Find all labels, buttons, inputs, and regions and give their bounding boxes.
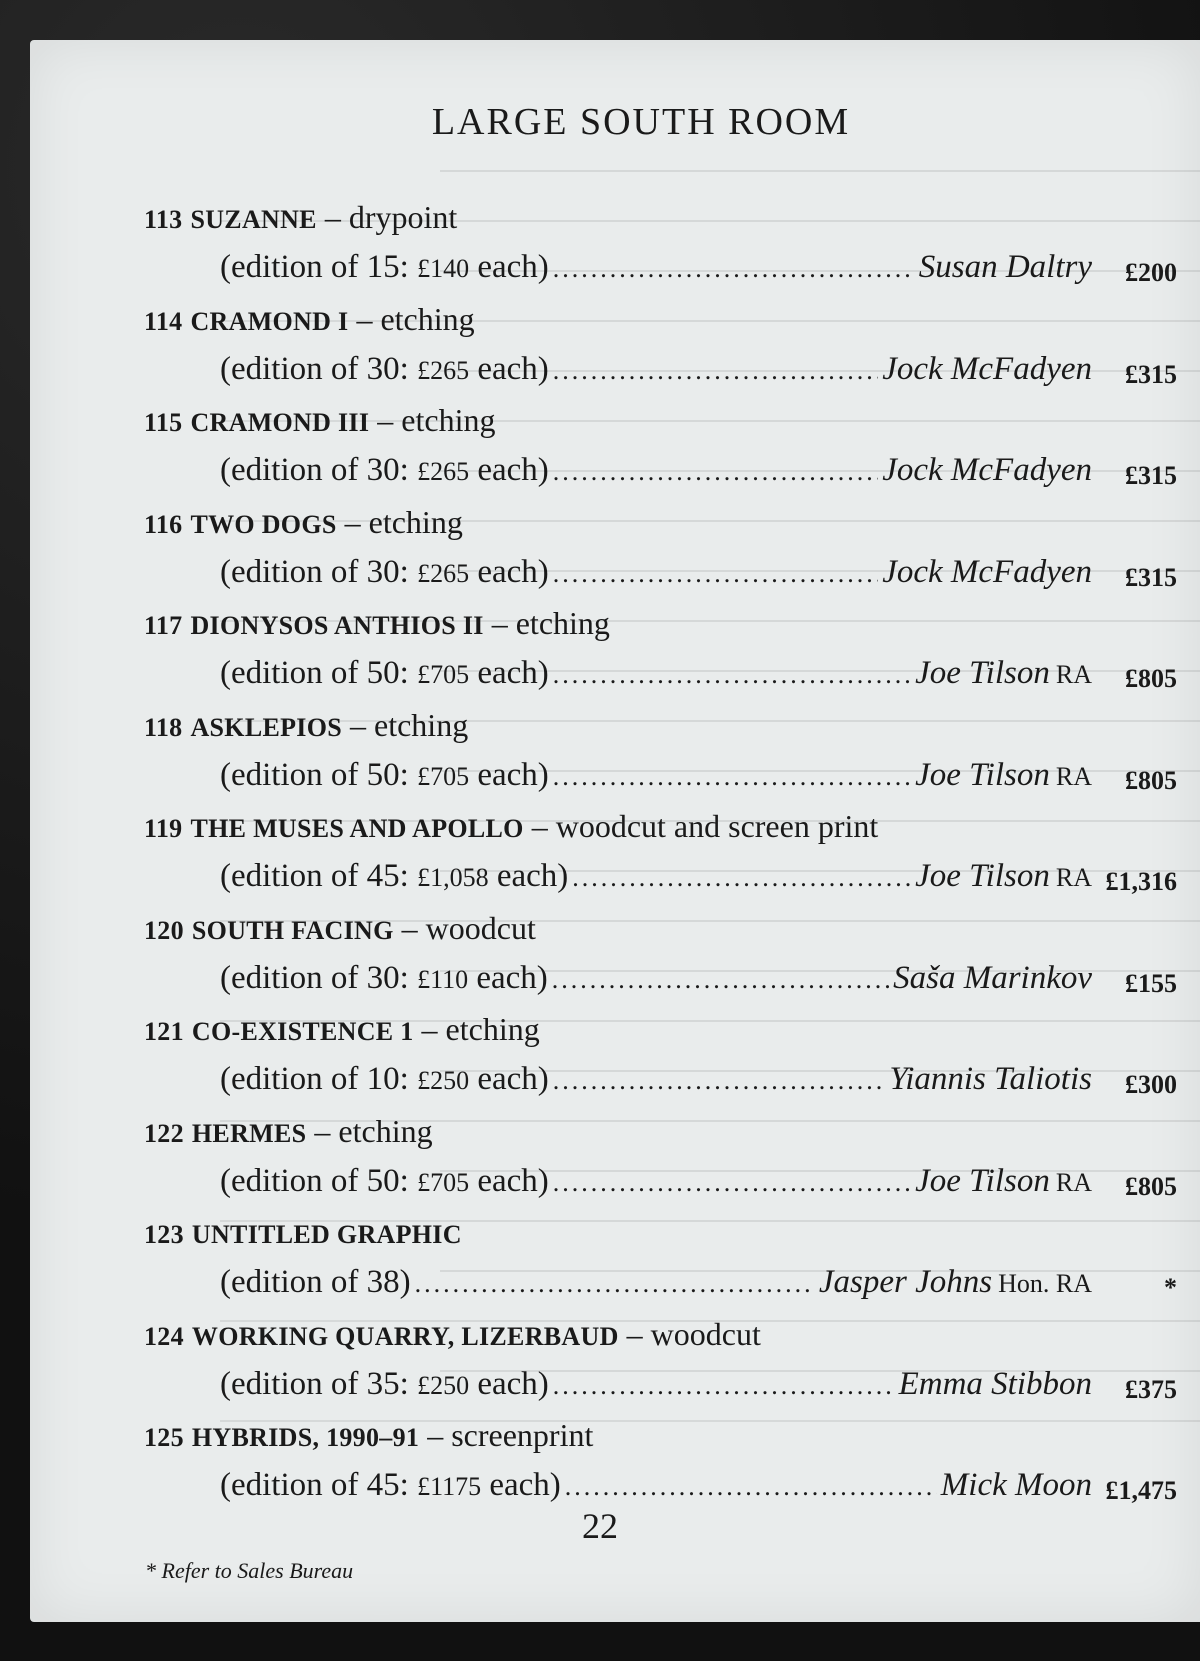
edition-label: (edition of 30: — [220, 959, 409, 996]
entry-price: £315 — [1125, 359, 1177, 389]
edition-suffix: each) — [477, 553, 549, 590]
catalogue-entry — [30, 600, 1200, 702]
entry-title: TWO DOGS — [190, 509, 337, 539]
edition-info — [220, 853, 568, 901]
edition-label: (edition of 10: — [220, 1061, 409, 1097]
entry-title: CRAMOND I — [190, 306, 349, 336]
edition-price: £250 — [417, 1066, 470, 1095]
entry-heading — [144, 803, 878, 852]
edition-suffix: each) — [476, 959, 548, 996]
artist-name: Emma Stibbon — [898, 1365, 1092, 1402]
entry-medium: etching — [380, 300, 475, 337]
entry-dash: – — [419, 1417, 452, 1453]
entry-medium: woodcut — [650, 1315, 761, 1352]
entry-title: ASKLEPIOS — [190, 712, 342, 742]
dot-leader — [572, 855, 911, 901]
entry-title: CO-EXISTENCE 1 — [191, 1017, 414, 1046]
dot-leader — [552, 957, 889, 1003]
edition-price: £1,058 — [417, 863, 489, 892]
edition-price: £110 — [417, 964, 469, 994]
entry-price: £300 — [1125, 1070, 1177, 1099]
artist-name: Joe Tilson — [915, 1162, 1050, 1199]
edition-price: £705 — [417, 1167, 470, 1197]
edition-price: £705 — [417, 761, 470, 791]
entry-medium: etching — [515, 605, 610, 641]
dot-leader — [415, 1261, 815, 1307]
dot-leader — [553, 449, 878, 495]
entry-dash: – — [306, 1112, 339, 1149]
edition-suffix: each) — [477, 1061, 549, 1097]
entry-details — [220, 1158, 1092, 1206]
entry-number: 123 — [144, 1220, 184, 1249]
edition-suffix: each) — [477, 350, 549, 387]
entry-title: HERMES — [191, 1118, 307, 1148]
entry-price: £315 — [1125, 461, 1177, 490]
artist-honour: RA — [1055, 761, 1092, 791]
entry-price: £375 — [1125, 1374, 1177, 1404]
edition-label: (edition of 45: — [220, 858, 409, 894]
entry-medium: etching — [445, 1011, 540, 1047]
entry-details — [220, 346, 1092, 394]
edition-info — [220, 650, 549, 698]
entry-heading — [144, 397, 495, 446]
artist-honour: RA — [1055, 1167, 1092, 1197]
edition-label: (edition of 50: — [220, 756, 409, 793]
entry-heading — [144, 499, 463, 548]
entry-price: £1,316 — [1105, 867, 1177, 896]
entry-title: HYBRIDS, 1990–91 — [191, 1423, 420, 1452]
edition-price: £250 — [417, 1370, 470, 1400]
entry-number: 124 — [144, 1321, 184, 1351]
dot-leader — [553, 652, 911, 698]
edition-price: £140 — [417, 254, 470, 283]
edition-price: £265 — [417, 558, 470, 588]
entry-number: 114 — [144, 306, 183, 336]
edition-suffix: each) — [477, 1365, 549, 1402]
artist-name: Mick Moon — [940, 1467, 1092, 1503]
entry-number: 121 — [144, 1017, 184, 1046]
entry-price: £200 — [1125, 258, 1177, 287]
catalogue-entry — [30, 1311, 1200, 1413]
edition-label: (edition of 38) — [220, 1264, 411, 1300]
artist-name: Joe Tilson — [915, 655, 1050, 691]
entry-title: DIONYSOS ANTHIOS II — [190, 611, 484, 640]
entry-dash: – — [316, 199, 349, 235]
entry-medium: woodcut and screen print — [555, 808, 879, 844]
entry-details — [220, 1361, 1092, 1409]
dot-leader — [553, 754, 911, 800]
edition-label: (edition of 30: — [220, 452, 409, 488]
dot-leader — [553, 1058, 886, 1104]
entry-details — [220, 244, 1092, 292]
entry-details — [220, 853, 1092, 901]
entry-dash: – — [336, 503, 369, 540]
entry-medium: etching — [338, 1112, 433, 1149]
show-through-line — [440, 170, 1200, 172]
entry-heading — [144, 600, 610, 649]
edition-info — [220, 244, 549, 292]
edition-info — [220, 1158, 549, 1206]
entry-price: £1,475 — [1105, 1476, 1177, 1505]
page-number: 22 — [582, 1506, 618, 1546]
entry-title: SOUTH FACING — [191, 915, 394, 945]
edition-label: (edition of 50: — [220, 1162, 409, 1199]
entry-medium: etching — [368, 503, 463, 540]
artist-name: Yiannis Taliotis — [889, 1061, 1092, 1097]
entry-number: 125 — [144, 1423, 184, 1452]
entry-heading — [144, 296, 475, 345]
dot-leader — [565, 1464, 937, 1510]
entry-dash: – — [523, 808, 556, 844]
edition-suffix: each) — [489, 1467, 561, 1503]
entry-details — [220, 1462, 1092, 1510]
entry-details — [220, 752, 1092, 800]
entry-title: UNTITLED GRAPHIC — [191, 1220, 462, 1249]
edition-price: £265 — [417, 355, 470, 385]
entry-title: WORKING QUARRY, LIZERBAUD — [191, 1321, 619, 1351]
edition-info — [220, 346, 549, 394]
edition-label: (edition of 15: — [220, 249, 409, 285]
artist-honour: RA — [1055, 863, 1092, 892]
entry-details — [220, 650, 1092, 698]
edition-price: £705 — [417, 660, 470, 689]
edition-info — [220, 955, 548, 1003]
entry-dash: – — [413, 1011, 446, 1047]
catalogue-entry — [30, 397, 1200, 499]
entry-medium: drypoint — [348, 199, 458, 235]
catalogue-entry — [30, 702, 1200, 804]
dot-leader — [553, 1363, 895, 1409]
entry-dash: – — [369, 402, 402, 438]
artist-name: Saša Marinkov — [893, 959, 1092, 996]
catalogue-entry — [30, 803, 1200, 905]
entry-number: 118 — [144, 712, 183, 742]
artist-name: Jock McFadyen — [882, 553, 1092, 590]
entry-medium: etching — [401, 402, 496, 438]
dot-leader — [553, 348, 878, 394]
edition-info — [220, 1259, 411, 1305]
entry-number: 113 — [144, 205, 183, 234]
catalogue-entry — [30, 499, 1200, 601]
entry-details — [220, 549, 1092, 597]
catalogue-entry — [30, 905, 1200, 1007]
entry-price: * — [1164, 1273, 1177, 1302]
entry-medium: etching — [374, 706, 469, 743]
entry-details — [220, 447, 1092, 495]
catalogue-entry — [30, 296, 1200, 398]
entry-title: CRAMOND III — [190, 408, 370, 437]
entry-heading — [144, 1006, 540, 1055]
entry-heading — [144, 905, 536, 954]
entry-details — [220, 1056, 1092, 1104]
edition-label: (edition of 35: — [220, 1365, 409, 1402]
entry-number: 120 — [144, 915, 184, 945]
entry-title: THE MUSES AND APOLLO — [190, 814, 524, 843]
edition-suffix: each) — [477, 452, 549, 488]
entry-heading — [144, 1412, 593, 1461]
dot-leader — [553, 1160, 911, 1206]
edition-price: £1175 — [417, 1472, 482, 1501]
entry-heading — [144, 1311, 761, 1360]
entry-price: £315 — [1125, 562, 1177, 592]
edition-info — [220, 1056, 549, 1104]
entry-number: 117 — [144, 611, 183, 640]
entry-list — [30, 194, 1200, 1514]
entry-price: £805 — [1125, 664, 1177, 693]
edition-info — [220, 752, 549, 800]
dot-leader — [553, 551, 878, 597]
entry-details — [220, 1259, 1092, 1307]
catalogue-page — [30, 40, 1200, 1622]
entry-heading — [144, 702, 468, 751]
entry-medium: screenprint — [451, 1417, 594, 1453]
catalogue-entry — [30, 1108, 1200, 1210]
entry-details — [220, 955, 1092, 1003]
entry-number: 119 — [144, 814, 183, 843]
edition-info — [220, 447, 549, 495]
entry-number: 115 — [144, 408, 183, 437]
entry-dash: – — [342, 706, 374, 743]
artist-name: Jock McFadyen — [882, 350, 1092, 387]
catalogue-entry — [30, 194, 1200, 296]
edition-label: (edition of 50: — [220, 655, 409, 691]
entry-number: 122 — [144, 1118, 184, 1148]
entry-heading — [144, 194, 457, 243]
dot-leader — [553, 246, 915, 292]
entry-number: 116 — [144, 509, 183, 539]
entry-title: SUZANNE — [190, 205, 317, 234]
catalogue-entry — [30, 1006, 1200, 1108]
entry-price: £155 — [1125, 968, 1177, 998]
edition-info — [220, 549, 549, 597]
entry-heading — [144, 1108, 433, 1157]
entry-dash: – — [348, 300, 381, 337]
edition-label: (edition of 30: — [220, 553, 409, 590]
artist-name: Joe Tilson — [915, 756, 1050, 793]
edition-info — [220, 1462, 561, 1510]
entry-price: £805 — [1125, 1171, 1177, 1201]
artist-name: Joe Tilson — [915, 858, 1050, 894]
entry-medium: woodcut — [425, 909, 536, 946]
room-title: LARGE SOUTH ROOM — [431, 101, 851, 143]
edition-suffix: each) — [496, 858, 569, 894]
edition-label: (edition of 30: — [220, 350, 409, 387]
artist-honour: RA — [1055, 660, 1092, 689]
edition-suffix: each) — [477, 655, 549, 691]
entry-dash: – — [618, 1315, 651, 1352]
edition-label: (edition of 45: — [220, 1467, 409, 1503]
artist-name: Jasper Johns — [818, 1264, 993, 1300]
artist-name: Susan Daltry — [918, 249, 1092, 285]
entry-heading — [144, 1209, 462, 1258]
edition-info — [220, 1361, 549, 1409]
entry-price: £805 — [1125, 765, 1177, 795]
entry-dash: – — [393, 909, 426, 946]
artist-name: Jock McFadyen — [882, 452, 1092, 488]
artist-honour: Hon. RA — [998, 1269, 1092, 1298]
catalogue-entry — [30, 1412, 1200, 1514]
edition-price: £265 — [417, 457, 470, 486]
edition-suffix: each) — [477, 249, 549, 285]
footnote: * Refer to Sales Bureau — [145, 1558, 354, 1583]
entry-dash: – — [483, 605, 516, 641]
catalogue-entry — [30, 1209, 1200, 1311]
edition-suffix: each) — [477, 1162, 549, 1199]
edition-suffix: each) — [477, 756, 549, 793]
